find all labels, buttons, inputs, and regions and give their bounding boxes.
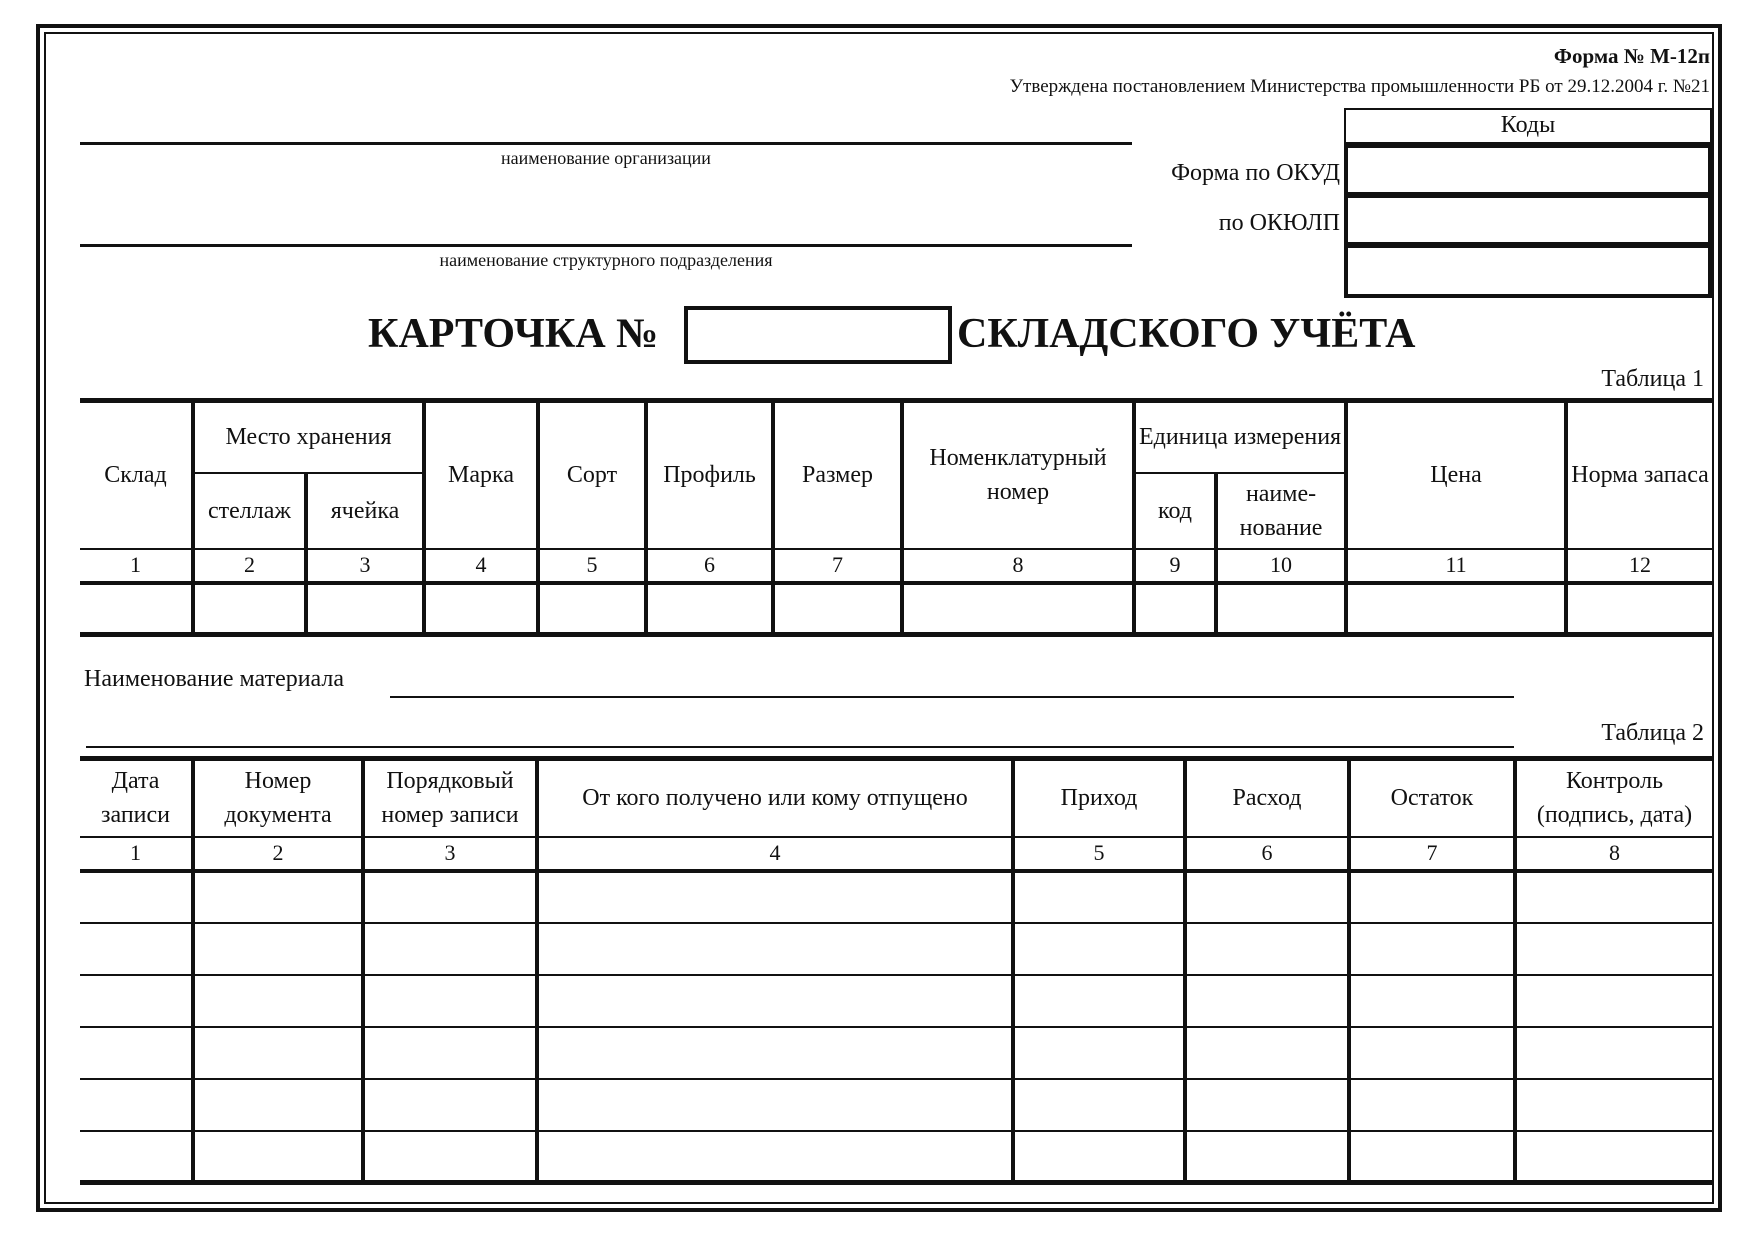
col-number: 6 bbox=[646, 549, 773, 583]
table1-cell[interactable] bbox=[306, 583, 424, 635]
card-title-right: СКЛАДСКОГО УЧЁТА bbox=[957, 311, 1416, 357]
header-ostatok: Остаток bbox=[1349, 759, 1515, 837]
header-sort: Сорт bbox=[538, 401, 646, 549]
table2-cell[interactable] bbox=[363, 1079, 537, 1131]
header-naimenovanie: наиме- нование bbox=[1216, 473, 1346, 549]
header-yacheyka: ячейка bbox=[306, 473, 424, 549]
okulp-code-field[interactable] bbox=[1344, 194, 1712, 246]
table2-cell[interactable] bbox=[363, 1131, 537, 1183]
codes-block bbox=[1344, 108, 1712, 298]
header-nomer-dokumenta: Номер документа bbox=[193, 759, 363, 837]
table2-cell[interactable] bbox=[1185, 1079, 1349, 1131]
okulp-label: по ОКЮЛП bbox=[1218, 210, 1340, 236]
organization-line[interactable] bbox=[80, 142, 1132, 145]
table2-cell[interactable] bbox=[537, 1131, 1013, 1183]
material-label: Наименование материала bbox=[84, 666, 345, 692]
okud-code-field[interactable] bbox=[1344, 144, 1712, 196]
form-number: Форма № М-12п bbox=[1553, 44, 1710, 68]
table2-cell[interactable] bbox=[1013, 923, 1185, 975]
header-tsena: Цена bbox=[1346, 401, 1566, 549]
material-line-2[interactable] bbox=[86, 746, 1514, 748]
col-number: 5 bbox=[1013, 837, 1185, 871]
header-data-zapisi: Дата записи bbox=[80, 759, 193, 837]
table2-cell[interactable] bbox=[1349, 1079, 1515, 1131]
header-edinitsa-izmereniya: Единица измерения bbox=[1134, 401, 1346, 473]
card-number-field[interactable] bbox=[684, 306, 952, 364]
table2-cell[interactable] bbox=[363, 923, 537, 975]
table2-cell[interactable] bbox=[80, 1079, 193, 1131]
col-number: 12 bbox=[1566, 549, 1712, 583]
table2-cell[interactable] bbox=[80, 1027, 193, 1079]
col-number: 4 bbox=[537, 837, 1013, 871]
table2-cell[interactable] bbox=[363, 1027, 537, 1079]
table2-label: Таблица 2 bbox=[1601, 720, 1704, 746]
col-number: 11 bbox=[1346, 549, 1566, 583]
header-kod: код bbox=[1134, 473, 1216, 549]
header-profil: Профиль bbox=[646, 401, 773, 549]
table1-label: Таблица 1 bbox=[1601, 366, 1704, 392]
table2-cell[interactable] bbox=[1515, 871, 1712, 923]
table1-cell[interactable] bbox=[1346, 583, 1566, 635]
table2-cell[interactable] bbox=[193, 1131, 363, 1183]
table2-cell[interactable] bbox=[193, 1079, 363, 1131]
table2-cell[interactable] bbox=[1013, 975, 1185, 1027]
header-norma-zapasa: Норма запаса bbox=[1566, 401, 1712, 549]
header-sklad: Склад bbox=[80, 401, 193, 549]
codes-title: Коды bbox=[1344, 108, 1712, 144]
col-number: 2 bbox=[193, 549, 306, 583]
table1-cell[interactable] bbox=[646, 583, 773, 635]
organization-caption: наименование организации bbox=[501, 148, 711, 168]
table2-cell[interactable] bbox=[363, 975, 537, 1027]
material-line-1[interactable] bbox=[390, 696, 1514, 698]
header-marka: Марка bbox=[424, 401, 538, 549]
table2-cell[interactable] bbox=[80, 871, 193, 923]
table2-cell[interactable] bbox=[537, 871, 1013, 923]
table1-cell[interactable] bbox=[538, 583, 646, 635]
table1-cell[interactable] bbox=[902, 583, 1134, 635]
col-number: 8 bbox=[1515, 837, 1712, 871]
table2-cell[interactable] bbox=[1349, 1131, 1515, 1183]
col-number: 6 bbox=[1185, 837, 1349, 871]
col-number: 1 bbox=[80, 549, 193, 583]
header-prihod: Приход bbox=[1013, 759, 1185, 837]
table2-cell[interactable] bbox=[1515, 975, 1712, 1027]
table2-cell[interactable] bbox=[193, 923, 363, 975]
table2-cell[interactable] bbox=[1515, 923, 1712, 975]
header-nomenklaturny-nomer: Номенклатурный номер bbox=[902, 401, 1134, 549]
table2-cell[interactable] bbox=[537, 1079, 1013, 1131]
table2-cell[interactable] bbox=[1013, 1027, 1185, 1079]
table2-cell[interactable] bbox=[193, 975, 363, 1027]
header-rashod: Расход bbox=[1185, 759, 1349, 837]
table2-cell[interactable] bbox=[1349, 975, 1515, 1027]
col-number: 8 bbox=[902, 549, 1134, 583]
col-number: 2 bbox=[193, 837, 363, 871]
header-poryadkovy-nomer: Порядковый номер записи bbox=[363, 759, 537, 837]
table2-cell[interactable] bbox=[1013, 871, 1185, 923]
table2-cell[interactable] bbox=[1185, 1131, 1349, 1183]
col-number: 3 bbox=[306, 549, 424, 583]
col-number: 1 bbox=[80, 837, 193, 871]
table1-cell[interactable] bbox=[424, 583, 538, 635]
table1-cell[interactable] bbox=[1134, 583, 1216, 635]
header-kontrol: Контроль (подпись, дата) bbox=[1515, 759, 1712, 837]
division-caption: наименование структурного подразделения bbox=[439, 250, 773, 270]
okud-label: Форма по ОКУД bbox=[1171, 160, 1340, 186]
col-number: 3 bbox=[363, 837, 537, 871]
header-razmer: Размер bbox=[773, 401, 902, 549]
table1-cell[interactable] bbox=[1216, 583, 1346, 635]
col-number: 7 bbox=[1349, 837, 1515, 871]
header-stellazh: стеллаж bbox=[193, 473, 306, 549]
table2-cell[interactable] bbox=[363, 871, 537, 923]
col-number: 7 bbox=[773, 549, 902, 583]
table1-cell[interactable] bbox=[773, 583, 902, 635]
table2 bbox=[80, 756, 1712, 1185]
header-mesto-hraneniya: Место хранения bbox=[193, 401, 424, 473]
table2-cell[interactable] bbox=[1013, 1079, 1185, 1131]
table2-cell[interactable] bbox=[1185, 1027, 1349, 1079]
header-ot-kogo: От кого получено или кому отпущено bbox=[537, 759, 1013, 837]
col-number: 5 bbox=[538, 549, 646, 583]
table2-cell[interactable] bbox=[1349, 871, 1515, 923]
table2-cell[interactable] bbox=[193, 871, 363, 923]
extra-code-field[interactable] bbox=[1344, 244, 1712, 298]
card-title-left: КАРТОЧКА № bbox=[368, 311, 659, 357]
approval-note: Утверждена постановлением Министерства промышленности РБ от 29.12.2004 г. №21 bbox=[1009, 76, 1710, 97]
division-line[interactable] bbox=[80, 244, 1132, 247]
col-number: 9 bbox=[1134, 549, 1216, 583]
table1-cell[interactable] bbox=[1566, 583, 1712, 635]
table2-cell[interactable] bbox=[1185, 923, 1349, 975]
table2-cell[interactable] bbox=[537, 1027, 1013, 1079]
table2-cell[interactable] bbox=[1515, 1131, 1712, 1183]
col-number: 4 bbox=[424, 549, 538, 583]
table1-cell[interactable] bbox=[80, 583, 193, 635]
table2-cell[interactable] bbox=[1349, 1027, 1515, 1079]
table1 bbox=[80, 398, 1712, 637]
table2-cell[interactable] bbox=[193, 1027, 363, 1079]
col-number: 10 bbox=[1216, 549, 1346, 583]
table2-cell[interactable] bbox=[80, 1131, 193, 1183]
table2-cell[interactable] bbox=[1515, 1027, 1712, 1079]
table2-cell[interactable] bbox=[1013, 1131, 1185, 1183]
table2-cell[interactable] bbox=[80, 975, 193, 1027]
table2-cell[interactable] bbox=[537, 975, 1013, 1027]
table2-cell[interactable] bbox=[1349, 923, 1515, 975]
table2-cell[interactable] bbox=[1185, 975, 1349, 1027]
table2-cell[interactable] bbox=[1185, 871, 1349, 923]
table1-cell[interactable] bbox=[193, 583, 306, 635]
table2-cell[interactable] bbox=[80, 923, 193, 975]
table2-cell[interactable] bbox=[537, 923, 1013, 975]
table2-cell[interactable] bbox=[1515, 1079, 1712, 1131]
